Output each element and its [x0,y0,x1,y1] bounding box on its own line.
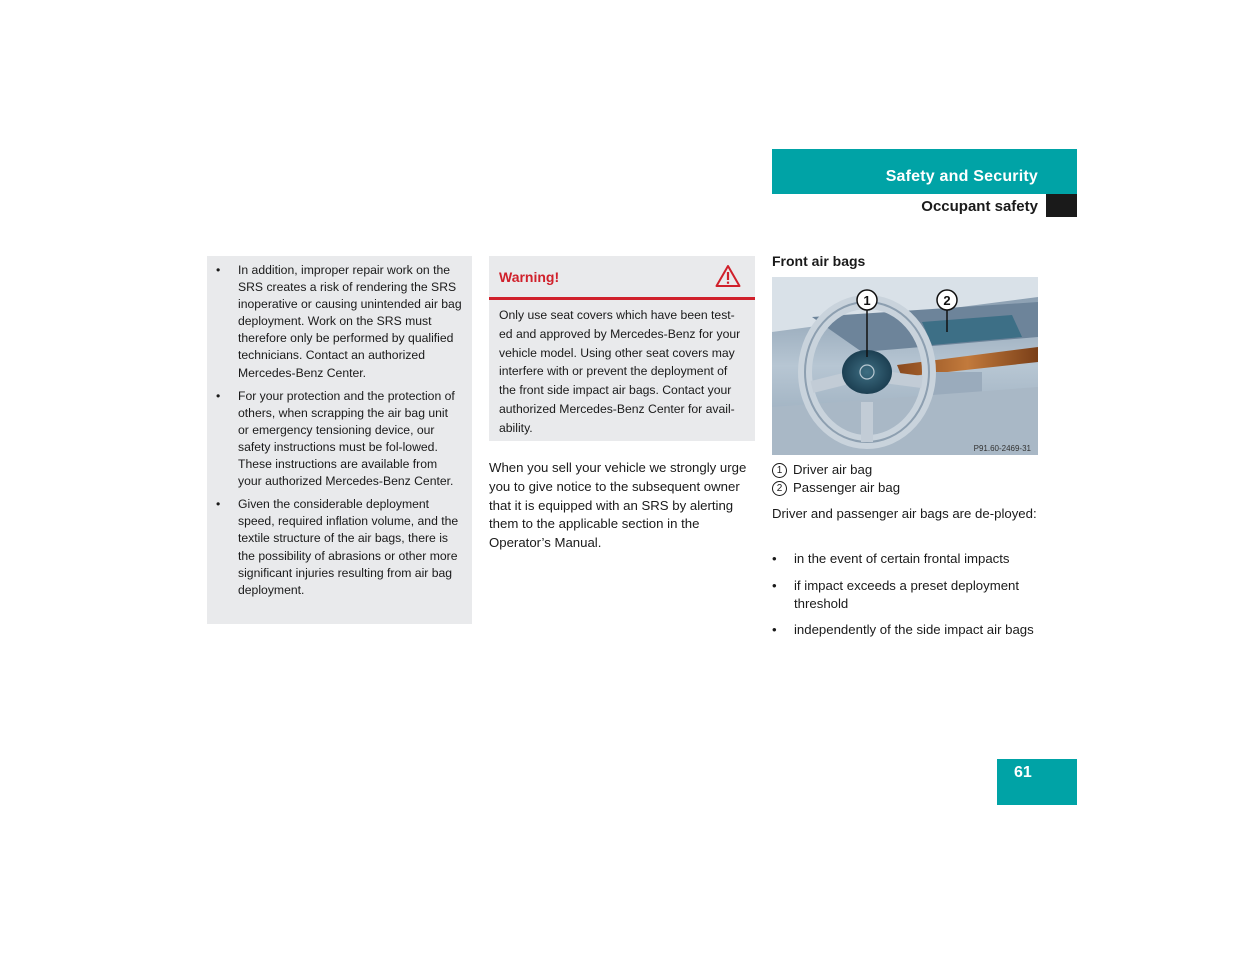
list-item: • in the event of certain frontal impacts [772,551,1010,566]
list-item: • if impact exceeds a preset deployment threshold [772,577,1020,611]
list-item-text: In addition, improper repair work on the SRS creates a risk of rendering the SRS inoperative or causing unintended air bag deployment. Work on the SRS must therefore only be performed by qualified technicians. Contact an authorized Mercedes-Benz Center. [238,263,462,380]
list-item: • independently of the side impact air bags [772,622,1034,638]
list-item-text: if impact exceeds a preset deployment threshold [794,577,1020,611]
legend-label: Driver air bag [793,462,873,477]
legend-number: 2 [772,481,787,496]
list-item-text: independently of the side impact air bags [794,622,1034,638]
warning-header [489,256,755,300]
deployment-conditions-list [772,550,1042,648]
cockpit-photo [772,277,1038,455]
front-air-bags-heading: Front air bags [772,253,866,269]
callout-2: 2 [943,293,951,308]
section-marker [1046,194,1077,217]
list-item-text: For your protection and the protection of others, when scrapping the air bag unit or emergency tensioning device, our safety instructions must be fol-lowed. These instructions are available from your authorized Mercedes-Benz Center. [238,388,455,489]
resale-notice-paragraph: When you sell your vehicle we strongly urge you to give notice to the subsequent owner that it is equipped with an SRS by alerting them to the applicable section in the Operator’s Manual. [489,460,747,551]
warning-label: Warning! [499,269,560,285]
cockpit-illustration [772,277,1038,455]
legend-number: 1 [772,463,787,478]
photo-ref-code: P91.60-2469-31 [973,444,1031,453]
section-title: Safety and Security [885,168,1038,185]
section-header-band [772,149,1077,194]
page-number-tab [997,759,1077,805]
safety-notes-box [207,256,472,624]
warning-triangle-icon [715,264,741,288]
deployment-intro: Driver and passenger air bags are de-ployed: [772,506,1037,521]
legend-item [772,461,900,479]
warning-box [489,256,755,441]
legend-item [772,479,900,497]
list-item: • In addition, improper repair work on the SRS creates a risk of rendering the SRS inoperative or causing unintended air bag deployment. Work on the SRS must therefore only be performed by qualified technicians. Contact an authorized Mercedes-Benz Center. [216,263,462,380]
legend-label: Passenger air bag [793,480,901,495]
list-item-text: Given the considerable deployment speed, required inflation volume, and the textile structure of the air bags, there is the possibility of abrasions or other more significant injuries resulting from air bag deployment. [238,497,459,597]
warning-text: Only use seat covers which have been test-ed and approved by Mercedes-Benz for your vehicle model. Using other seat covers may interfere with or prevent the deployment of the front side impact air bags. Contact your authorized Mercedes-Benz Center for avail-ability. [499,308,741,435]
list-item: • For your protection and the protection of others, when scrapping the air bag unit or emergency tensioning device, our safety instructions must be fol-lowed. These instructions are available from your authorized Mercedes-Benz Center. [216,388,455,489]
photo-legend [772,461,900,497]
callout-1: 1 [863,293,871,308]
list-item-text: in the event of certain frontal impacts [794,551,1010,566]
page-number: 61 [1014,764,1032,781]
safety-notes-list [207,256,472,599]
list-item: • Given the considerable deployment speed, required inflation volume, and the textile structure of the air bags, there is the possibility of abrasions or other more significant injuries resulting from air bag deployment. [216,497,459,597]
subsection-title: Occupant safety [921,198,1038,215]
